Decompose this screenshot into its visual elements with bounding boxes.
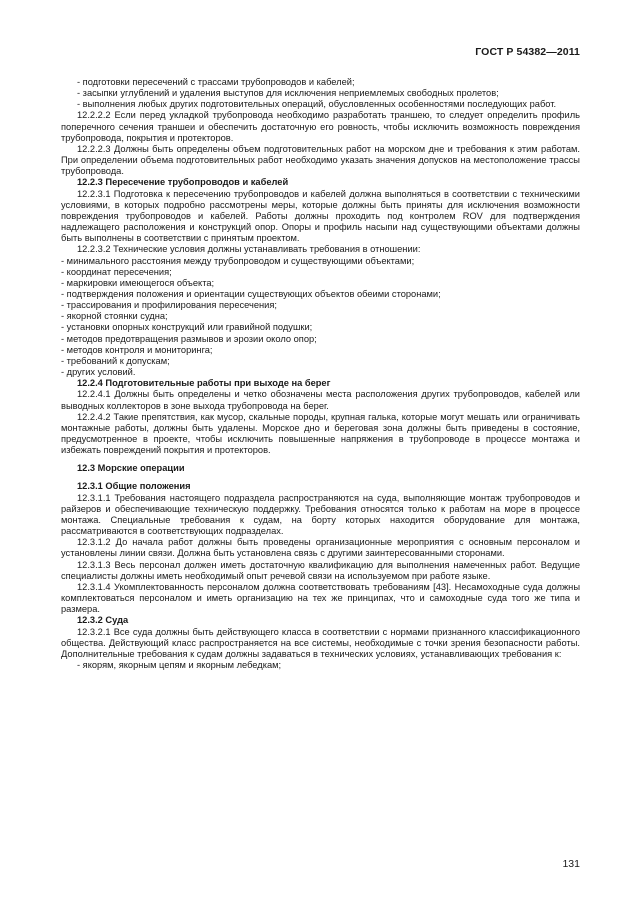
paragraph: 12.2.3.2 Технические условия должны устанавливать требования в отношении: bbox=[77, 244, 421, 255]
paragraph: 12.3.1.4 Укомплектованность персоналом должна соответствовать требованиям [43]. Несамоходные суда должны комплектоваться персоналом и иметь организацию на тех же принципах, что и самоходные суда того же типа и размера. bbox=[61, 581, 580, 615]
paragraph: 12.2.2.3 Должны быть определены объем подготовительных работ на морском дне и требования к этим работам. При определении объема подготовительных работ необходимо указать значения допусков на местоположение трассы трубопровода. bbox=[61, 143, 580, 177]
paragraph: 12.2.3.1 Подготовка к пересечению трубопроводов и кабелей должна выполняться в соответствии с техническими условиями, в которых подробно рассмотрены меры, которые должны быть приняты для исключения возможности повреждения трубопроводов и кабелей. Работы должны проходить под контролем ROV для подтверждения надлежащего расположения и конструкций опор. Опоры и профиль насыпи над существующими объектами должны быть выполнены в соответствии с принятым проектом. bbox=[61, 188, 580, 244]
section-heading: 12.3.1 Общие положения bbox=[77, 481, 191, 492]
list-item: - засыпки углублений и удаления выступов для исключения неприемлемых свободных пролетов; bbox=[77, 88, 499, 99]
list-item: - подготовки пересечений с трассами трубопроводов и кабелей; bbox=[77, 77, 355, 87]
list-item: - координат пересечения; bbox=[61, 266, 172, 277]
section-heading: 12.3.2 Суда bbox=[77, 615, 129, 626]
list-item: - трассирования и профилирования пересечения; bbox=[61, 300, 277, 311]
paragraph: 12.3.1.1 Требования настоящего подраздела распространяются на суда, выполняющие монтаж трубопроводов и райзеров и обеспечивающие техническую поддержку. Требования относятся только к работам на море в процессе монтажа. Специальные требования к судам, на борту которых находится оборудование для монтажа, рассматриваются в соответствующих подразделах. bbox=[61, 492, 580, 537]
paragraph: 12.2.4.2 Такие препятствия, как мусор, скальные породы, крупная галька, которые могут мешать или ограничивать монтажные работы, должны быть удалены. Морское дно и береговая зона должны быть приведены в состояние, предусмотренное в проекте, чтобы исключить повышенные напряжения в трубопроводе в процессе монтажа и избежать повреждений покрытия и протекторов. bbox=[61, 411, 580, 456]
list-item: - якорям, якорным цепям и якорным лебедкам; bbox=[77, 659, 282, 670]
list-item: - установки опорных конструкций или гравийной подушки; bbox=[61, 322, 313, 333]
list-item: - якорной стоянки судна; bbox=[61, 311, 168, 322]
list-item: - других условий. bbox=[61, 367, 136, 378]
body-text bbox=[61, 77, 580, 671]
paragraph: 12.3.1.2 До начала работ должны быть проведены организационные мероприятия с основным персоналом и установлены линии связи. Должна быть установлена связь с другими заинтересованными сторонами. bbox=[61, 537, 580, 559]
list-item: - методов контроля и мониторинга; bbox=[61, 344, 213, 355]
list-item: - подтверждения положения и ориентации существующих объектов обеими сторонами; bbox=[61, 288, 441, 299]
standard-title: ГОСТ Р 54382—2011 bbox=[475, 46, 580, 58]
paragraph: 12.3.1.3 Весь персонал должен иметь достаточную квалификацию для выполнения намеченных работ. Ведущие специалисты должны иметь необходимый опыт речевой связи на используемом при работе языке. bbox=[61, 559, 580, 581]
list-item: - выполнения любых других подготовительных операций, обусловленных особенностями последующих работ. bbox=[77, 99, 557, 110]
section-heading: 12.3 Морские операции bbox=[77, 463, 185, 474]
section-heading: 12.2.3 Пересечение трубопроводов и кабелей bbox=[77, 177, 289, 188]
section-heading: 12.2.4 Подготовительные работы при выходе на берег bbox=[77, 378, 331, 389]
list-item: - маркировки имеющегося объекта; bbox=[61, 277, 215, 288]
page-number: 131 bbox=[562, 858, 580, 870]
list-item: - методов предотвращения размывов и эрозии около опор; bbox=[61, 333, 317, 344]
paragraph: 12.2.2.2 Если перед укладкой трубопровода необходимо разработать траншею, то следует определить профиль поперечного сечения траншеи и обеспечить достаточную его ровность, чтобы исключить возможность повреждения трубопровода, покрытия и протекторов. bbox=[61, 110, 580, 143]
paragraph: 12.3.2.1 Все суда должны быть действующего класса в соответствии с нормами признанного классификационного общества. Действующий класс распространяется на все системы, необходимые с точки зрения безопасности работы. Дополнительные требования к судам должны задаваться в технических условиях, устанавливающих требования к: bbox=[61, 626, 580, 659]
paragraph: 12.2.4.1 Должны быть определены и четко обозначены места расположения других трубопроводов, кабелей или выводных коллекторов в зоне выхода трубопровода на берег. bbox=[61, 389, 580, 411]
list-item: - требований к допускам; bbox=[61, 355, 170, 366]
list-item: - минимального расстояния между трубопроводом и существующими объектами; bbox=[61, 255, 415, 266]
